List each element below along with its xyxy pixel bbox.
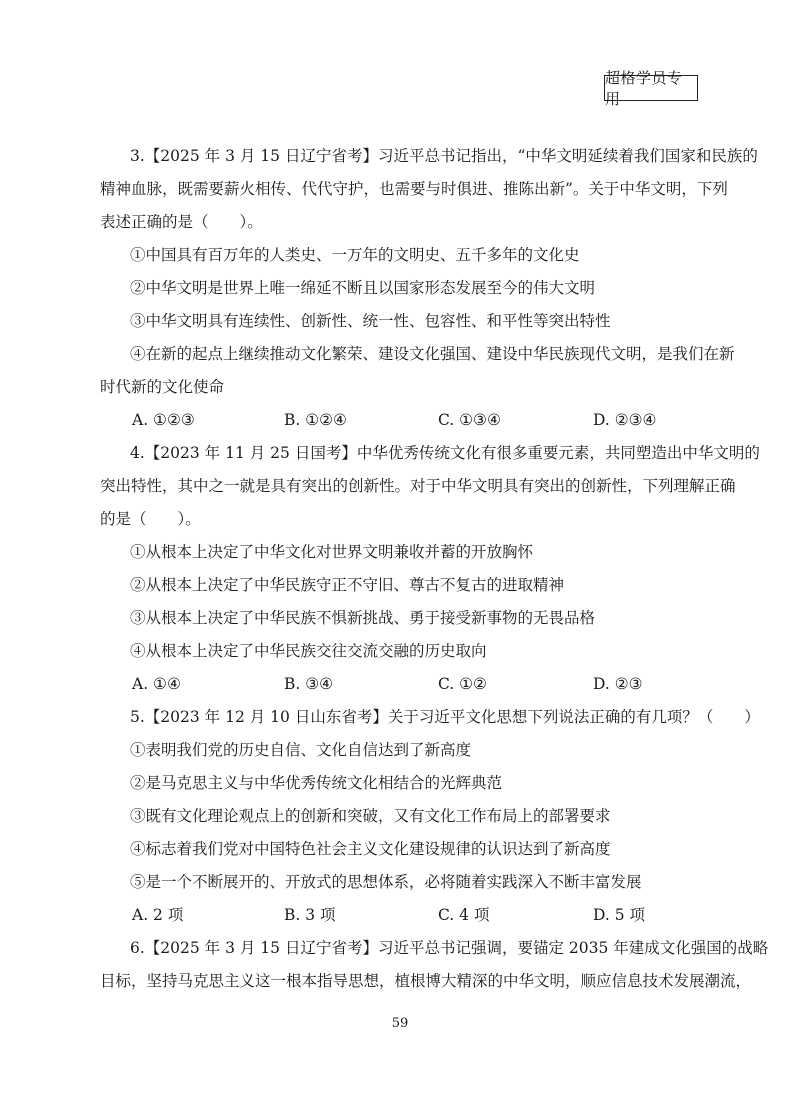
question-stem-line: 目标，坚持马克思主义这一根本指导思想，植根博大精深的中华文明，顺应信息技术发展潮流， [100,972,752,990]
question-stem-line: 表述正确的是（ ）。 [100,213,263,231]
answer-choices [100,899,700,932]
question-stem-line: 的是（ ）。 [100,510,201,528]
statement-item: ③中华文明具有连续性、创新性、统一性、包容性、和平性等突出特性 [130,312,611,330]
statement-item: ②中华文明是世界上唯一绵延不断且以国家形态发展至今的伟大文明 [130,279,596,297]
statement-item: ③既有文化理论观点上的创新和突破，又有文化工作布局上的部署要求 [130,807,611,825]
question-list [100,140,769,998]
choice-c[interactable]: C. ①③④ [438,411,501,429]
choice-a[interactable]: A. 2 项 [132,906,184,924]
choice-b[interactable]: B. ①②④ [284,411,347,429]
statement-item: ②从根本上决定了中华民族守正不守旧、尊古不复古的进取精神 [130,576,565,594]
statement-item: ⑤是一个不断展开的、开放式的思想体系，必将随着实践深入不断丰富发展 [130,873,642,891]
question-4 [100,437,760,701]
choice-d[interactable]: D. ②③④ [593,411,657,429]
statement-item: ①表明我们党的历史自信、文化自信达到了新高度 [130,741,472,759]
answer-choices [100,668,700,701]
statement-item: ④标志着我们党对中国特色社会主义文化建设规律的认识达到了新高度 [130,840,611,858]
question-stem-line: 3.【2025 年 3 月 15 日辽宁省考】习近平总书记指出，“中华文明延续着我们国家和民族的 [130,147,758,165]
choice-b[interactable]: B. 3 项 [284,906,336,924]
choice-a[interactable]: A. ①④ [132,675,181,693]
question-5 [100,701,760,932]
question-stem-line: 6.【2025 年 3 月 15 日辽宁省考】习近平总书记强调，要锚定 2035 年建成文化强国的战略 [130,939,769,957]
choice-d[interactable]: D. ②③ [593,675,643,693]
statement-item-continued: 时代新的文化使命 [100,378,225,396]
statement-item: ④在新的起点上继续推动文化繁荣、建设文化强国、建设中华民族现代文明，是我们在新 [130,345,735,363]
choice-d[interactable]: D. 5 项 [593,906,646,924]
choice-a[interactable]: A. ①②③ [132,411,195,429]
statement-item: ④从根本上决定了中华民族交往交流交融的历史取向 [130,642,487,660]
question-stem-line: 5.【2023 年 12 月 10 日山东省考】关于习近平文化思想下列说法正确的有几项？（ ） [130,708,760,726]
student-only-badge: 超格学员专用 [604,75,698,101]
choice-c[interactable]: C. ①② [438,675,487,693]
question-6 [100,932,769,998]
question-3 [100,140,758,437]
question-stem-line: 4.【2023 年 11 月 25 日国考】中华优秀传统文化有很多重要元素，共同塑造出中华文明的 [130,444,760,462]
statement-item: ①中国具有百万年的人类史、一万年的文明史、五千多年的文化史 [130,246,580,264]
statement-item: ③从根本上决定了中华民族不惧新挑战、勇于接受新事物的无畏品格 [130,609,596,627]
statement-item: ②是马克思主义与中华优秀传统文化相结合的光辉典范 [130,774,503,792]
answer-choices [100,404,700,437]
question-stem-line: 精神血脉，既需要薪火相传、代代守护，也需要与时俱进、推陈出新”。关于中华文明，下列 [100,180,728,198]
question-stem-line: 突出特性，其中之一就是具有突出的创新性。对于中华文明具有突出的创新性，下列理解正确 [100,477,736,495]
page-number: 59 [391,1016,409,1031]
statement-item: ①从根本上决定了中华文化对世界文明兼收并蓄的开放胸怀 [130,543,534,561]
choice-b[interactable]: B. ③④ [284,675,334,693]
choice-c[interactable]: C. 4 项 [438,906,490,924]
